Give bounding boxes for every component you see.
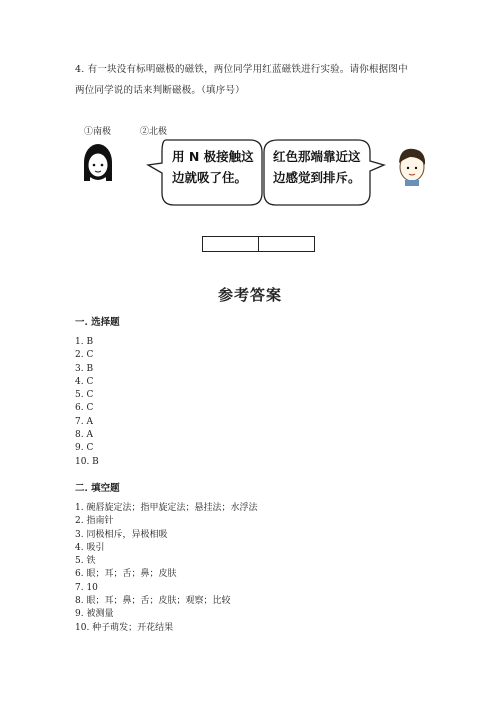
list-item: 8. 眼；耳；鼻；舌；皮肤；观察；比较: [75, 596, 231, 607]
option-south-pole: ①南极: [84, 127, 112, 137]
bubble-right-line-2: 边感觉到排斥。: [273, 170, 361, 185]
answer-box-right[interactable]: [258, 236, 315, 252]
list-item: 2. C: [75, 350, 94, 361]
list-item: 7. 10: [75, 582, 98, 593]
answer-key-title: 参考答案: [217, 286, 282, 304]
list-item: 9. 被测量: [75, 609, 114, 620]
list-item: 1. 碗唇旋定法；指甲旋定法；悬挂法；水浮法: [75, 503, 258, 513]
option-north-pole: ②北极: [140, 127, 168, 137]
bubble-left-line-1: 用 N 极接触这: [172, 149, 254, 164]
list-item: 9. C: [75, 443, 94, 454]
girl-icon: [84, 144, 112, 181]
list-item: 3. B: [75, 363, 94, 374]
answer-box-left[interactable]: [202, 236, 259, 252]
bubble-right-line-1: 红色那端靠近这: [273, 149, 361, 164]
list-item: 4. 吸引: [75, 542, 105, 553]
list-item: 5. 铁: [75, 556, 96, 567]
list-item: 6. 眼；耳；舌；鼻；皮肤: [75, 569, 177, 580]
bubble-left-text: [172, 146, 254, 188]
list-item: 6. C: [75, 403, 94, 414]
list-item: 4. C: [75, 376, 94, 387]
section-heading-choice: 一. 选择题: [75, 317, 120, 328]
dialogue-illustration: [70, 135, 440, 215]
list-item: 1. B: [75, 337, 94, 347]
list-item: 7. A: [75, 416, 93, 427]
list-item: 10. B: [75, 456, 99, 467]
question-line-1: 4. 有一块没有标明磁极的磁铁，两位同学用红蓝磁铁进行实验。请你根据图中: [75, 64, 408, 75]
boy-icon: [399, 149, 425, 186]
list-item: 5. C: [75, 390, 94, 401]
choice-answer-list: [75, 336, 99, 469]
list-item: 10. 种子萌发；开花结果: [75, 622, 174, 633]
bubble-right-text: [273, 146, 361, 188]
question-line-2: 两位同学说的话来判断磁极。（填序号）: [75, 85, 245, 96]
list-item: 3. 同极相斥，异极相吸: [75, 529, 168, 540]
bubble-left-line-2: 边就吸了住。: [172, 170, 248, 185]
list-item: 8. A: [75, 430, 93, 441]
list-item: 2. 指南针: [75, 516, 114, 527]
fill-blank-answer-list: [75, 502, 257, 635]
section-heading-fill-blank: 二. 填空题: [75, 483, 120, 494]
